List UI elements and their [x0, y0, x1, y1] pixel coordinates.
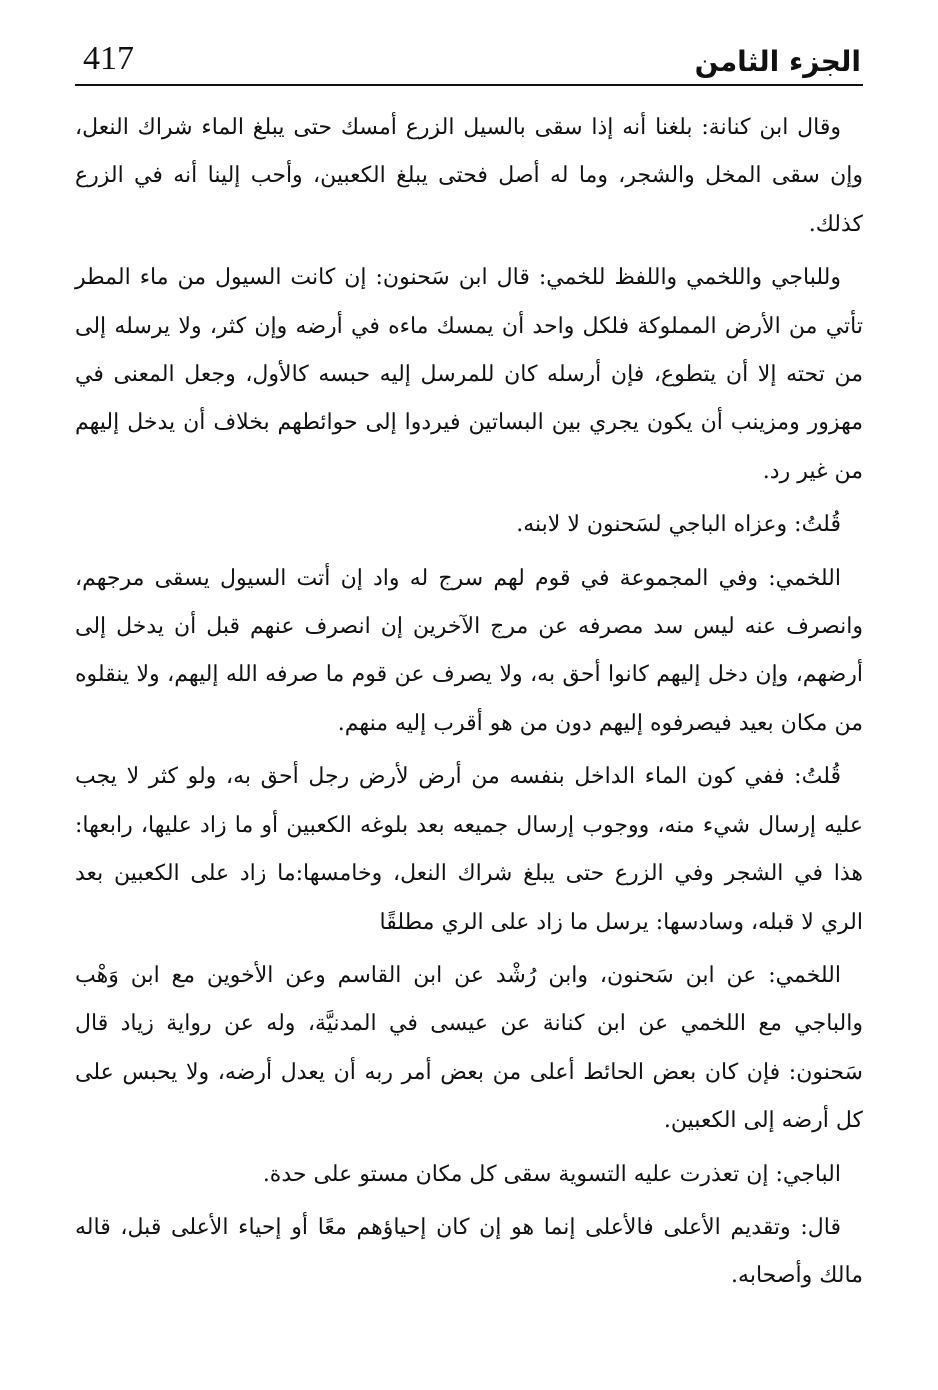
- paragraph: قُلتُ: وعزاه الباجي لسَحنون لا لابنه.: [516, 512, 841, 538]
- page-header: [75, 28, 863, 86]
- paragraph: اللخمي: عن ابن سَحنون، وابن رُشْد عن ابن القاسم وعن الأخوين مع ابن وَهْب والباجي مع اللخمي عن ابن كنانة عن عيسى في المدنيَّة، وله عن رواية زياد قال سَحنون: فإن كان بعض الحائط أعلى من بعض أمر ربه أن يعدل أرضه، ولا يحبس على كل أرضه إلى الكعبين.: [75, 962, 863, 1134]
- paragraph: وللباجي واللخمي واللفظ للخمي: قال ابن سَحنون: إن كانت السيول من ماء المطر تأتي من الأرض المملوكة فلكل واحد أن يمسك ماءه في أرضه وإن كثر، ولا يرسله إلى من تحته إلا أن يتطوع، فإن أرسله كان للمرسل إليه حبسه كالأول، وجعل المعنى في مهزور ومزينب أن يكون يجري بين البساتين فيردوا إلى حوائطهم بخلاف أن يدخل إليهم من غير رد.: [75, 265, 863, 484]
- page-number: 417: [83, 40, 134, 77]
- paragraph: وقال ابن كنانة: بلغنا أنه إذا سقى بالسيل الزرع أمسك حتى يبلغ الماء شراك النعل، وإن سقى المخل والشجر، وما له أصل فحتى يبلغ الكعبين، وأحب إلينا أنه في الزرع كذلك.: [75, 115, 863, 237]
- page-body: [75, 104, 863, 1306]
- paragraph: قُلتُ: ففي كون الماء الداخل بنفسه من أرض لأرض رجل أحق به، ولو كثر لا يجب عليه إرسال شيء منه، ووجوب إرسال جميعه بعد بلوغه الكعبين أو ما زاد عليها، رابعها: هذا في الشجر وفي الزرع حتى يبلغ شراك النعل، وخامسها:ما زاد على الكعبين بعد الري لا قبله، وسادسها: يرسل ما زاد على الري مطلقًا: [75, 764, 863, 935]
- running-title: الجزء الثامن: [694, 45, 861, 78]
- paragraph: الباجي: إن تعذرت عليه التسوية سقى كل مكان مستو على حدة.: [262, 1161, 841, 1187]
- paragraph: قال: وتقديم الأعلى فالأعلى إنما هو إن كان إحياؤهم معًا أو إحياء الأعلى قبل، قاله مالك وأصحابه.: [75, 1214, 863, 1289]
- paragraph: اللخمي: وفي المجموعة في قوم لهم سرج له واد إن أتت السيول يسقى مرجهم، وانصرف عنه ليس سد مصرفه عن مرج الآخرين إن انصرف عنهم قبل أن يدخل إلى أرضهم، وإن دخل إليهم كانوا أحق به، ولا يصرف عن قوم ما صرفه الله إليهم، ولا ينقلوه من مكان بعيد فيصرفوه إليهم دون من هو أقرب إليه منهم.: [75, 565, 863, 736]
